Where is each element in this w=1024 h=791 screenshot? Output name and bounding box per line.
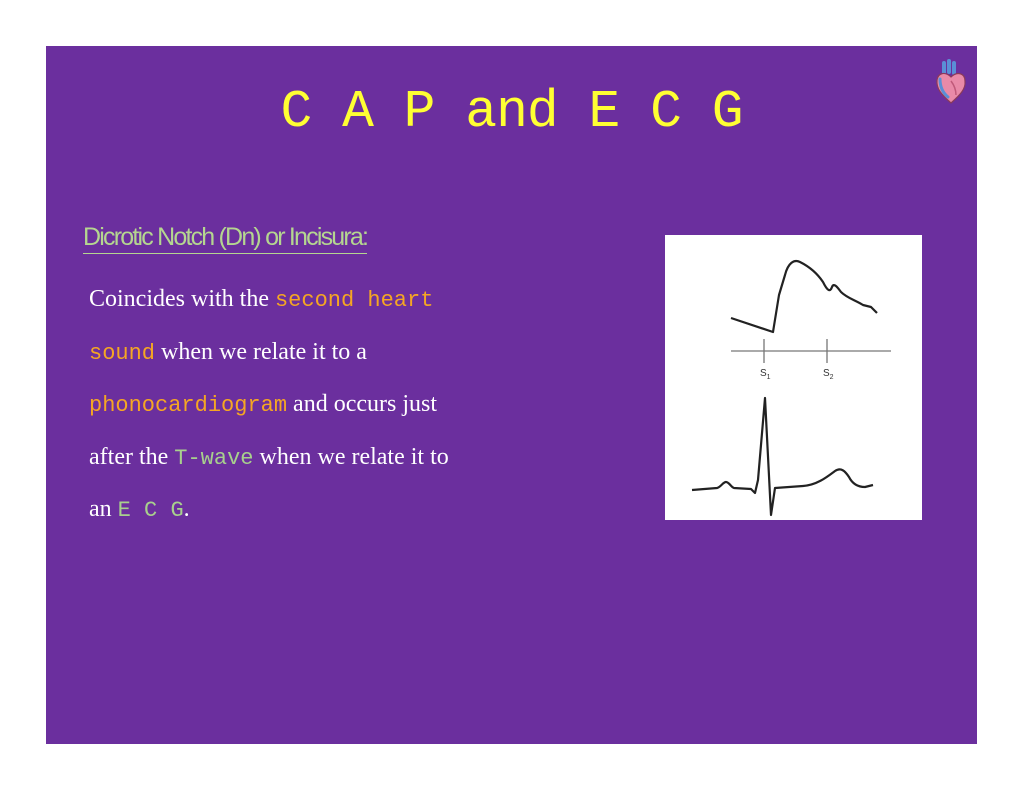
highlight-phonocardiogram: phonocardiogram: [89, 393, 288, 418]
body-text: an: [89, 496, 118, 522]
s1-label: $S_1$: [760, 368, 771, 381]
cap-ecg-figure: [665, 235, 922, 520]
slide-title: C A P and E C G: [280, 82, 743, 142]
body-text: .: [183, 496, 190, 522]
highlight-second-heart: second heart: [274, 288, 434, 313]
body-text: after the: [89, 443, 175, 470]
ecg-trace: [692, 398, 873, 515]
body-paragraph: [89, 274, 529, 537]
body-text: when we relate it to a: [155, 338, 367, 365]
body-text: Coincides with the: [89, 286, 275, 312]
highlight-ecg: E C G: [117, 498, 184, 523]
waveform-svg: [665, 235, 922, 520]
slide: [46, 46, 977, 744]
body-text: and occurs just: [287, 391, 438, 417]
highlight-t-wave: T-wave: [174, 445, 254, 471]
highlight-sound: sound: [89, 340, 156, 366]
s2-label: $S_2$: [823, 368, 834, 381]
heart-icon: [934, 59, 968, 105]
body-text: when we relate it to: [253, 443, 449, 470]
carotid-pulse-trace: [731, 261, 877, 332]
subheading: Dicrotic Notch (Dn) or Incisura:: [83, 222, 367, 254]
